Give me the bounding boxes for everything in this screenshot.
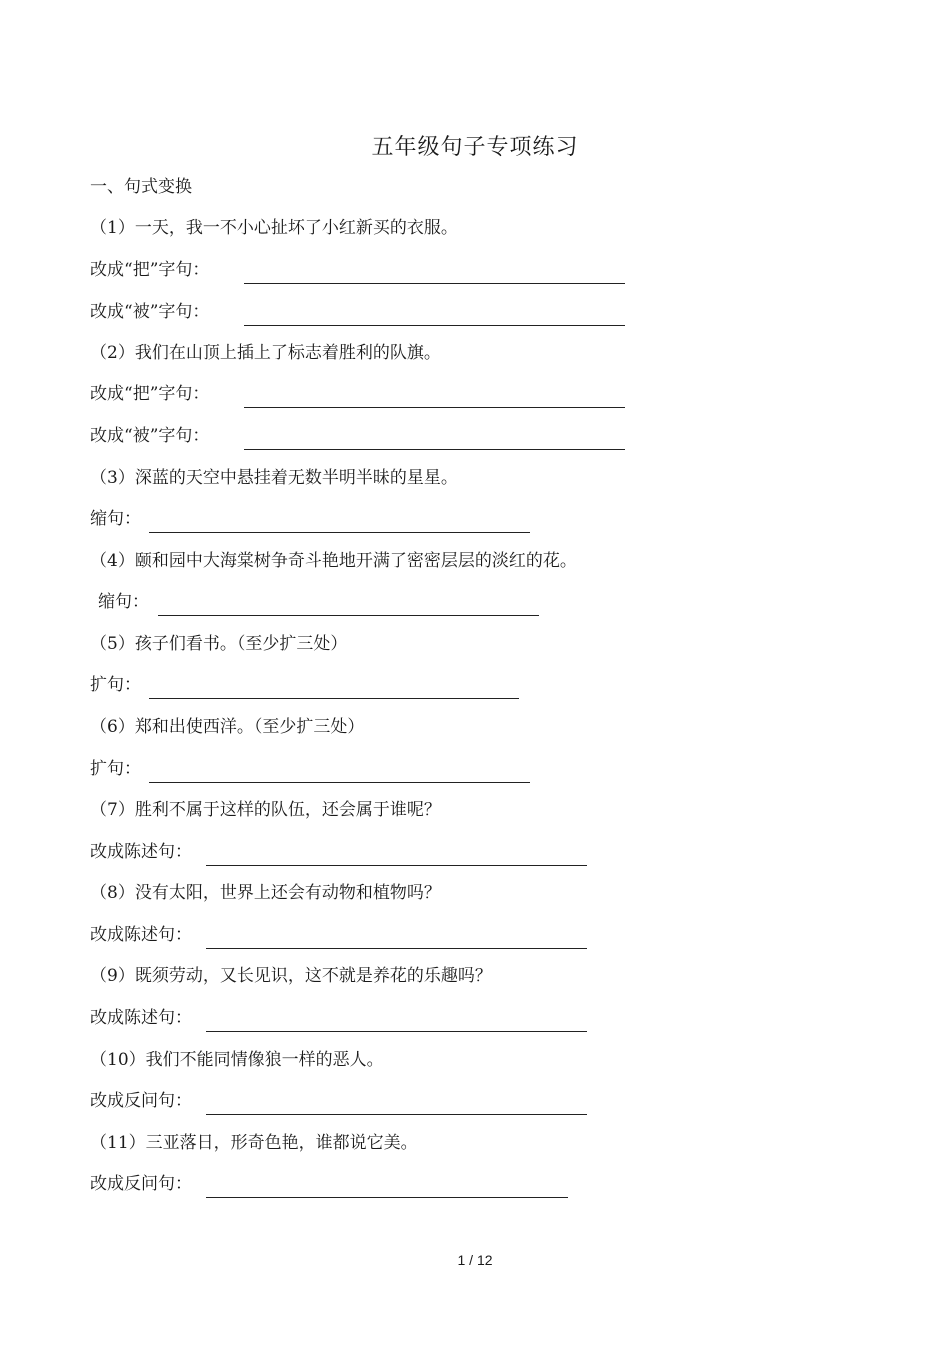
answer-label-2a: 改成“把”字句： (90, 384, 210, 404)
page-number: 1 / 12 (457, 1252, 493, 1268)
question-11: （11）三亚落日，形奇色艳，谁都说它美。 (90, 1133, 418, 1153)
answer-blank-3[interactable] (149, 506, 530, 533)
question-1: （1）一天，我一不小心扯坏了小红新买的衣服。 (90, 218, 458, 238)
answer-blank-10[interactable] (206, 1088, 587, 1115)
question-10: （10）我们不能同情像狼一样的恶人。 (90, 1050, 384, 1070)
question-9: （9）既须劳动，又长见识，这不就是养花的乐趣吗？ (90, 966, 492, 986)
answer-label-4: 缩句： (98, 592, 149, 612)
answer-blank-9[interactable] (206, 1005, 587, 1032)
answer-label-9: 改成陈述句： (90, 1008, 192, 1028)
question-3: （3）深蓝的天空中悬挂着无数半明半昧的星星。 (90, 468, 458, 488)
answer-blank-7[interactable] (206, 839, 587, 866)
question-5: （5）孩子们看书。（至少扩三处） (90, 634, 348, 654)
answer-blank-5[interactable] (149, 672, 519, 699)
answer-label-1b: 改成“被”字句： (90, 302, 210, 322)
answer-label-2b: 改成“被”字句： (90, 426, 210, 446)
question-4: （4）颐和园中大海棠树争奇斗艳地开满了密密层层的淡红的花。 (90, 551, 577, 571)
answer-blank-11[interactable] (206, 1171, 568, 1198)
answer-label-11: 改成反问句： (90, 1174, 192, 1194)
answer-blank-6[interactable] (149, 756, 530, 783)
answer-blank-2a[interactable] (244, 381, 625, 408)
question-2: （2）我们在山顶上插上了标志着胜利的队旗。 (90, 343, 441, 363)
answer-blank-2b[interactable] (244, 423, 625, 450)
answer-label-8: 改成陈述句： (90, 925, 192, 945)
answer-label-6: 扩句： (90, 759, 141, 779)
answer-label-5: 扩句： (90, 675, 141, 695)
question-7: （7）胜利不属于这样的队伍，还会属于谁呢？ (90, 800, 441, 820)
answer-blank-8[interactable] (206, 922, 587, 949)
answer-label-3: 缩句： (90, 509, 141, 529)
answer-label-10: 改成反问句： (90, 1091, 192, 1111)
answer-label-1a: 改成“把”字句： (90, 260, 210, 280)
answer-blank-1b[interactable] (244, 299, 625, 326)
answer-label-7: 改成陈述句： (90, 842, 192, 862)
answer-blank-1a[interactable] (244, 257, 625, 284)
section-heading: 一、句式变换 (90, 177, 192, 197)
question-8: （8）没有太阳，世界上还会有动物和植物吗？ (90, 883, 441, 903)
answer-blank-4[interactable] (158, 589, 539, 616)
page-title: 五年级句子专项练习 (371, 135, 579, 160)
question-6: （6）郑和出使西洋。（至少扩三处） (90, 717, 365, 737)
